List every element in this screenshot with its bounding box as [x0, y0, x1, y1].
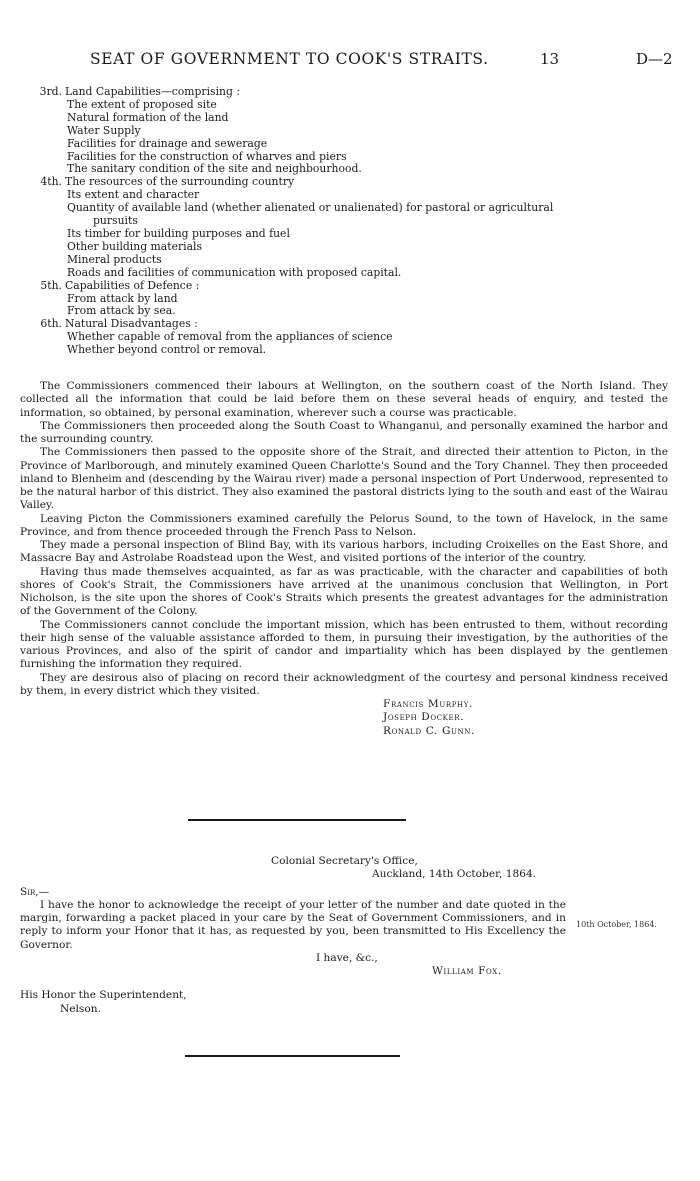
document-reference: D—2	[636, 50, 673, 68]
section-number: 4th.	[40, 175, 62, 189]
heads-of-enquiry-list	[20, 86, 580, 357]
page-number: 13	[540, 50, 560, 68]
list-item: The sanitary condition of the site and neighbourhood.	[67, 162, 362, 176]
signature: Francis Murphy.	[383, 698, 473, 710]
list-item: Quantity of available land (whether alienated or unalienated) for pastoral or agricultural	[67, 201, 554, 215]
report-paragraph: The Commissioners then proceeded along the South Coast to Whanganui, and personally examined the harbor and the surrounding country.	[20, 419, 668, 445]
list-item: Its extent and character	[67, 188, 200, 202]
list-item: Water Supply	[67, 123, 141, 137]
report-paragraph: The Commissioners cannot conclude the important mission, which has been entrusted to them, without recording their high sense of the valuable assistance afforded to them, in pursuing their investigation, by the authorities of the various Provinces, and also of the spirit of candor and impartiality which has been displayed by the gentlemen furnishing the information they required.	[20, 618, 668, 671]
section-title: Capabilities of Defence :	[65, 278, 200, 292]
letter-office: Colonial Secretary's Office,	[271, 855, 418, 867]
margin-note: 10th October, 1864.	[576, 920, 657, 929]
section-title: The resources of the surrounding country	[65, 175, 295, 189]
section-heading	[20, 176, 580, 189]
report-paragraph: They are desirous also of placing on record their acknowledgment of the courtesy and personal kindness received by them, in every district which they visited.	[20, 671, 668, 697]
letter-date: Auckland, 14th October, 1864.	[372, 868, 537, 881]
section-heading	[20, 280, 580, 293]
letter-body: I have the honor to acknowledge the receipt of your letter of the number and date quoted in the margin, forwarding a packet placed in your care by the Seat of Government Commissioners, and in reply to inform your Honor that it has, as requested by you, been transmitted to His Excellency the Governor.	[20, 898, 566, 951]
list-item: Other building materials	[67, 239, 203, 253]
list-item: Facilities for the construction of wharves and piers	[67, 149, 347, 163]
list-item: Facilities for drainage and sewerage	[67, 136, 268, 150]
colonial-secretary-letter	[20, 855, 566, 1016]
list-item-continuation: pursuits	[93, 214, 138, 228]
report-paragraph: The Commissioners then passed to the opposite shore of the Strait, and directed their attention to Picton, in the Province of Marlborough, and minutely examined Queen Charlotte's Sound and the Tory Channel. They then proceeded inland to Blenheim and (descending by the Wairau river) made a personal inspection of Port Underwood, represented to be the natural harbor of this district. They also examined the pastoral districts lying to the south and east of the Wairau Valley.	[20, 446, 668, 512]
section-title: Natural Disadvantages :	[65, 317, 198, 331]
list-item: From attack by land	[67, 291, 178, 305]
list-item: Roads and facilities of communication with proposed capital.	[67, 265, 402, 279]
section-divider	[188, 819, 406, 821]
report-paragraph: Leaving Picton the Commissioners examined carefully the Pelorus Sound, to the town of Havelock, in the same Province, and from thence proceeded through the French Pass to Nelson.	[20, 512, 668, 538]
list-item: From attack by sea.	[67, 304, 176, 318]
section-heading	[20, 318, 580, 331]
section-number: 3rd.	[39, 85, 62, 98]
list-item: Its timber for building purposes and fuel	[67, 226, 290, 240]
letter-signature: William Fox.	[432, 965, 502, 977]
list-item: Mineral products	[67, 252, 162, 266]
signature: Joseph Docker.	[383, 711, 465, 724]
list-item: Whether beyond control or removal.	[67, 343, 267, 357]
section-heading	[20, 86, 580, 99]
letter-salutation: Sir,—	[20, 885, 50, 898]
list-item: Whether capable of removal from the appliances of science	[67, 330, 393, 344]
letter-closing: I have, &c.,	[316, 951, 378, 964]
section-number: 5th.	[40, 278, 62, 292]
report-paragraph: The Commissioners commenced their labours at Wellington, on the southern coast of the North Island. They collected all the information that could be laid before them on these several heads of enquiry, and tested the information, so obtained, by personal examination, wherever such a course was practicable.	[20, 380, 668, 419]
signature: Ronald C. Gunn.	[383, 724, 475, 737]
list-item: The extent of proposed site	[67, 97, 217, 111]
report-paragraph: Having thus made themselves acquainted, as far as was practicable, with the character and capabilities of both shores of Cook's Strait, the Commissioners have arrived at the unanimous conclusion that Wellington, in Port Nicholson, is the site upon the shores of Cook's Straits which presents the greatest advantages for the administration of the Government of the Colony.	[20, 565, 668, 618]
section-number: 6th.	[40, 317, 62, 331]
report-paragraph: They made a personal inspection of Blind Bay, with its various harbors, including Croixelles on the East Shore, and Massacre Bay and Astrolabe Roadstead upon the West, and visited portions of the interior of the country.	[20, 539, 668, 565]
list-item: Natural formation of the land	[67, 110, 229, 124]
running-header-title: SEAT OF GOVERNMENT TO COOK'S STRAITS.	[90, 50, 489, 68]
end-divider	[185, 1055, 400, 1057]
section-title: Land Capabilities—comprising :	[65, 85, 240, 98]
letter-addressee: His Honor the Superintendent,	[20, 989, 187, 1002]
commission-report	[20, 380, 668, 738]
letter-addressee-place: Nelson.	[60, 1002, 101, 1015]
